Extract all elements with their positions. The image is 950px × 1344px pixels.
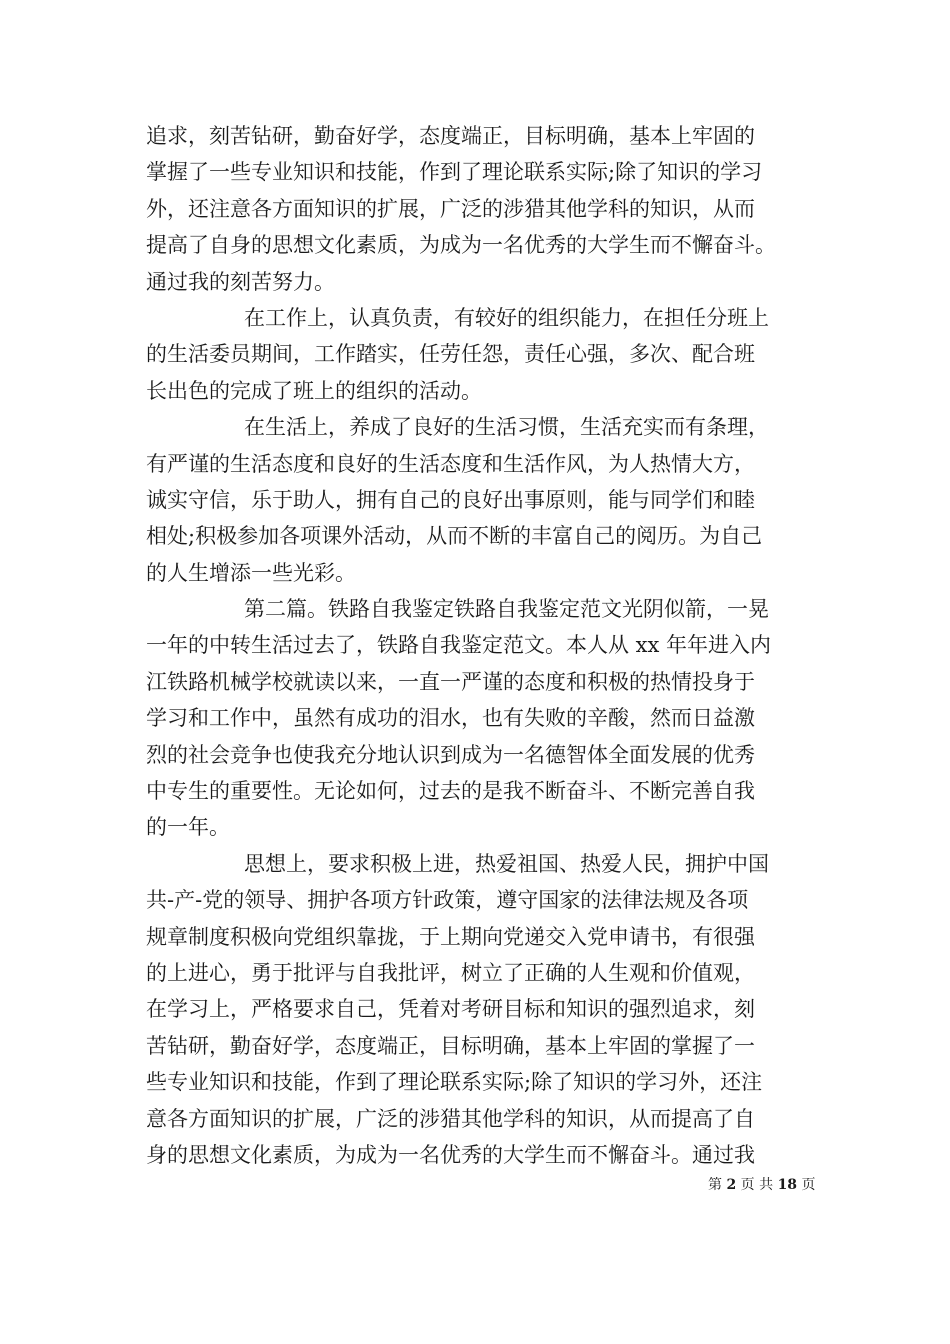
- text-line: 共-产-党的领导、拥护各项方针政策，遵守国家的法律法规及各项: [146, 888, 749, 913]
- text-line: 长出色的完成了班上的组织的活动。: [146, 378, 482, 403]
- text-line: 烈的社会竞争也使我充分地认识到成为一名德智体全面发展的优秀: [146, 742, 755, 767]
- text-line: 的上进心，勇于批评与自我批评，树立了正确的人生观和价值观，: [146, 960, 755, 985]
- text-line: 的人生增添一些光彩。: [146, 560, 356, 585]
- current-page-number: 2: [726, 1177, 737, 1193]
- footer-middle: 页 共: [740, 1177, 774, 1193]
- text-line: 苦钻研，勤奋好学，态度端正，目标明确，基本上牢固的掌握了一: [146, 1033, 755, 1058]
- text-line: 的生活委员期间，工作踏实，任劳任怨，责任心强，多次、配合班: [146, 342, 755, 367]
- text-line: 提高了自身的思想文化素质，为成为一名优秀的大学生而不懈奋斗。: [146, 233, 776, 258]
- text-line: 江铁路机械学校就读以来，一直一严谨的态度和积极的热情投身于: [146, 669, 755, 694]
- text-line: 在学习上，严格要求自己，凭着对考研目标和知识的强烈追求，刻: [146, 997, 755, 1022]
- text-line: 掌握了一些专业知识和技能，作到了理论联系实际;除了知识的学习: [146, 160, 763, 185]
- body-text: [146, 118, 826, 1173]
- paragraph-first-line: 第二篇。铁路自我鉴定铁路自我鉴定范文光阴似箭，一晃: [244, 597, 769, 622]
- paragraph-first-line: 在工作上，认真负责，有较好的组织能力，在担任分班上: [244, 305, 769, 330]
- footer-prefix: 第: [708, 1177, 722, 1193]
- text-line: 追求，刻苦钻研，勤奋好学，态度端正，目标明确，基本上牢固的: [146, 124, 755, 148]
- text-line: 有严谨的生活态度和良好的生活态度和生活作风，为人热情大方，: [146, 451, 755, 476]
- text-line: 诚实守信，乐于助人，拥有自己的良好出事原则，能与同学们和睦: [146, 487, 755, 512]
- text-line: 学习和工作中，虽然有成功的泪水，也有失败的辛酸，然而日益激: [146, 706, 755, 731]
- text-line: 中专生的重要性。无论如何，过去的是我不断奋斗、不断完善自我: [146, 779, 755, 804]
- text-line: 相处;积极参加各项课外活动，从而不断的丰富自己的阅历。为自己: [146, 524, 763, 549]
- text-line: 规章制度积极向党组织靠拢，于上期向党递交入党申请书，有很强: [146, 924, 755, 949]
- text-line: 外，还注意各方面知识的扩展，广泛的涉猎其他学科的知识，从而: [146, 196, 755, 221]
- paragraph-first-line: 在生活上，养成了良好的生活习惯，生活充实而有条理，: [244, 415, 769, 440]
- text-line: 意各方面知识的扩展，广泛的涉猎其他学科的知识，从而提高了自: [146, 1106, 755, 1131]
- page-footer: [708, 1176, 816, 1194]
- text-line: 一年的中转生活过去了，铁路自我鉴定范文。本人从 xx 年年进入内: [146, 633, 772, 658]
- paragraph-first-line: 思想上，要求积极上进，热爱祖国、热爱人民，拥护中国: [244, 851, 769, 876]
- text-line: 些专业知识和技能，作到了理论联系实际;除了知识的学习外，还注: [146, 1070, 763, 1095]
- footer-suffix: 页: [801, 1177, 816, 1193]
- total-pages-number: 18: [777, 1177, 798, 1193]
- text-line: 身的思想文化素质，为成为一名优秀的大学生而不懈奋斗。通过我: [146, 1142, 755, 1167]
- text-line: 的一年。: [146, 815, 230, 840]
- text-line: 通过我的刻苦努力。: [146, 269, 335, 294]
